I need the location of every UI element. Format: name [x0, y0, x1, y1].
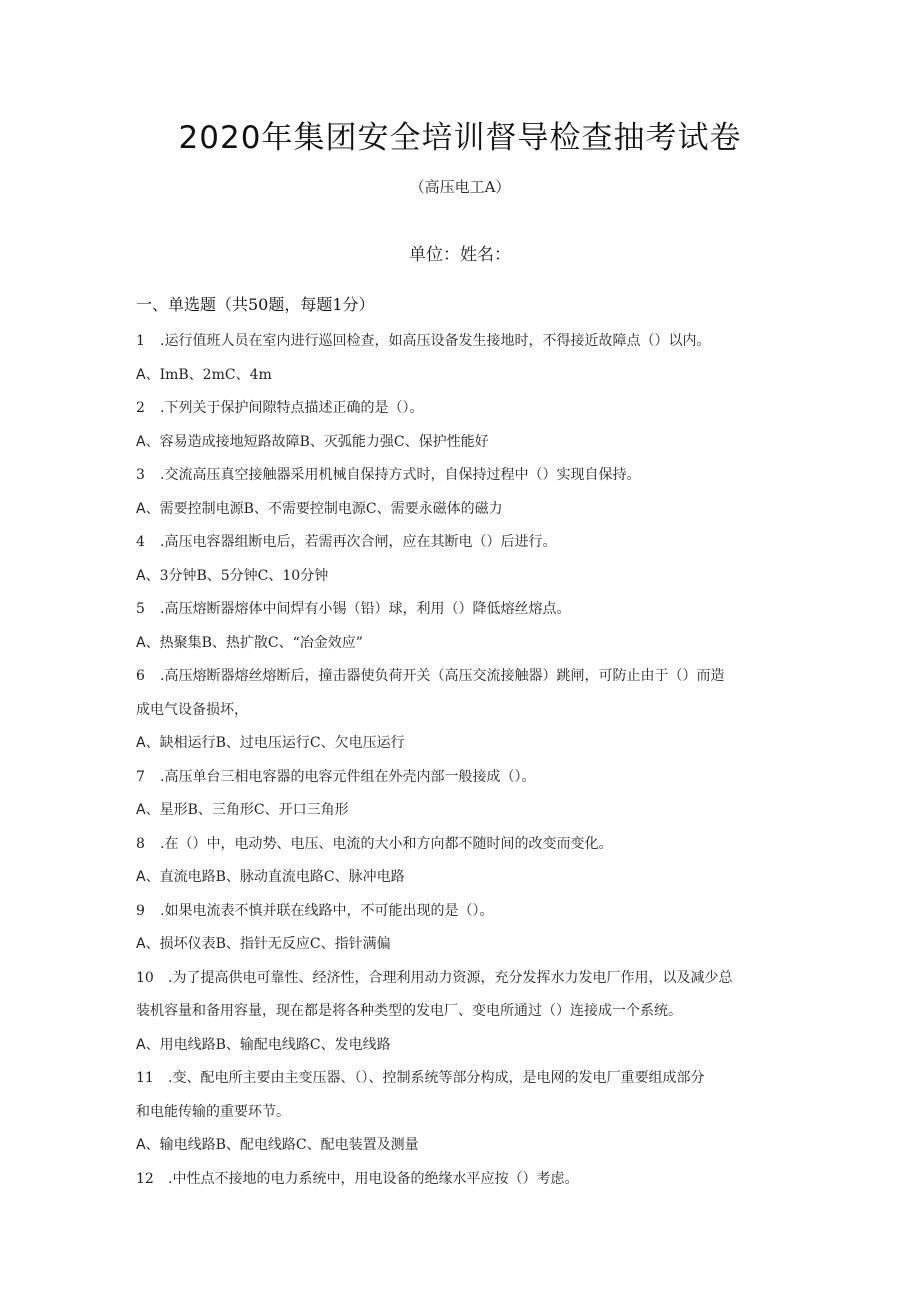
question-item: [136, 1163, 786, 1197]
answer-options: [136, 794, 786, 828]
question-text: .高压电容器组断电后，若需再次合闸，应在其断电（）后进行。: [160, 534, 557, 550]
answer-options: [136, 928, 786, 962]
option-list-text: 、直流电路B、脉动直流电路C、脉冲电路: [145, 869, 405, 885]
question-item: [136, 526, 786, 560]
answer-options: [136, 627, 786, 661]
option-list-text: 、ImB、2mC、4m: [145, 366, 272, 383]
question-text: .下列关于保护间隙特点描述正确的是（）。: [160, 400, 424, 416]
question-text: .如果电流表不慎并联在线路中，不可能出现的是（）。: [160, 902, 494, 919]
question-list: [136, 325, 786, 1196]
option-letter-a: A: [136, 567, 146, 584]
option-list-text: 、需要控制电源B、不需要控制电源C、需要永磁体的磁力: [145, 500, 503, 517]
question-text: .高压熔断器熔体中间焊有小锡（铅）球，利用（）降低熔丝熔点。: [160, 601, 571, 617]
question-item: [136, 828, 786, 862]
option-letter-a: A: [136, 735, 146, 751]
question-item: [136, 962, 786, 996]
question-text: .变、配电所主要由主变压器、（）、控制系统等部分构成，是电网的发电厂重要组成部分: [168, 1070, 705, 1086]
question-number: 7: [136, 768, 145, 785]
question-number: 3: [136, 467, 145, 483]
option-list-text: 、星形B、三角形C、开口三角形: [145, 802, 349, 818]
question-text-continued: 装机容量和备用容量，现在都是将各种类型的发电厂、变电所通过（）连接成一个系统。: [136, 1003, 682, 1019]
option-list-text: 、损坏仪表B、指针无反应C、指针满偏: [145, 936, 391, 952]
option-letter-a: A: [136, 936, 146, 952]
question-item: [136, 895, 786, 929]
option-list-text: 、容易造成接地短路故障B、灭弧能力强C、保护性能好: [145, 433, 489, 450]
option-list-text: 、热聚集B、热扩散C、“冶金效应”: [145, 634, 363, 651]
question-number: 10: [136, 969, 154, 986]
answer-options: [136, 560, 786, 594]
question-number: 2: [136, 400, 145, 416]
option-letter-a: A: [136, 366, 146, 383]
question-item: [136, 1062, 786, 1096]
answer-options: [136, 727, 786, 761]
question-text-continued: 和电能传输的重要环节。: [136, 1103, 290, 1120]
answer-options: [136, 493, 786, 527]
question-number: 11: [136, 1070, 154, 1086]
question-text: .中性点不接地的电力系统中，用电设备的绝缘水平应按（）考虑。: [168, 1170, 579, 1187]
question-item: [136, 459, 786, 493]
question-item: [136, 392, 786, 426]
question-number: 9: [136, 902, 145, 919]
question-text: .高压熔断器熔丝熔断后，撞击器使负荷开关（高压交流接触器）跳闸，可防止由于（）而造: [160, 668, 725, 684]
question-number: 12: [136, 1170, 154, 1187]
answer-options: [136, 1129, 786, 1163]
question-item: [136, 593, 786, 627]
exam-subtitle: （高压电工A）: [409, 178, 511, 196]
question-text-continued: 成电气设备损坏，: [136, 701, 248, 718]
question-text: .交流高压真空接触器采用机械自保持方式时，自保持过程中（）实现自保持。: [160, 467, 641, 483]
question-number: 6: [136, 668, 145, 684]
section-heading: 一、单选题（共50题，每题1分）: [136, 295, 375, 314]
answer-options: [136, 359, 786, 393]
answer-options: [136, 1029, 786, 1063]
option-letter-a: A: [136, 1137, 146, 1153]
question-number: 4: [136, 534, 145, 550]
option-letter-a: A: [136, 1036, 146, 1053]
exam-title: 2020年集团安全培训督导检查抽考试卷: [178, 120, 742, 156]
question-item: [136, 761, 786, 795]
option-letter-a: A: [136, 634, 146, 651]
question-text: .为了提高供电可靠性、经济性，合理利用动力资源，充分发挥水力发电厂作用，以及减少总: [168, 969, 733, 986]
unit-name-line: 单位：姓名：: [409, 245, 511, 265]
question-item: [136, 660, 786, 694]
option-list-text: 、缺相运行B、过电压运行C、欠电压运行: [145, 735, 405, 751]
option-letter-a: A: [136, 869, 146, 885]
option-list-text: 、输电线路B、配电线路C、配电装置及测量: [145, 1137, 419, 1153]
question-text: .运行值班人员在室内进行巡回检查，如高压设备发生接地时，不得接近故障点（）以内。: [160, 333, 711, 349]
question-number: 5: [136, 601, 145, 617]
question-text: .高压单台三相电容器的电容元件组在外壳内部一般接成（）。: [160, 768, 536, 785]
answer-options: [136, 426, 786, 460]
option-letter-a: A: [136, 500, 146, 517]
question-text: .在（）中，电动势、电压、电流的大小和方向都不随时间的改变而变化。: [160, 835, 613, 852]
option-letter-a: A: [136, 433, 146, 450]
answer-options: [136, 861, 786, 895]
question-number: 8: [136, 835, 145, 852]
option-list-text: 、用电线路B、输配电线路C、发电线路: [145, 1036, 391, 1053]
option-list-text: 、3分钟B、5分钟C、10分钟: [145, 567, 329, 584]
option-letter-a: A: [136, 802, 146, 818]
question-item: [136, 325, 786, 359]
question-number: 1: [136, 333, 145, 349]
